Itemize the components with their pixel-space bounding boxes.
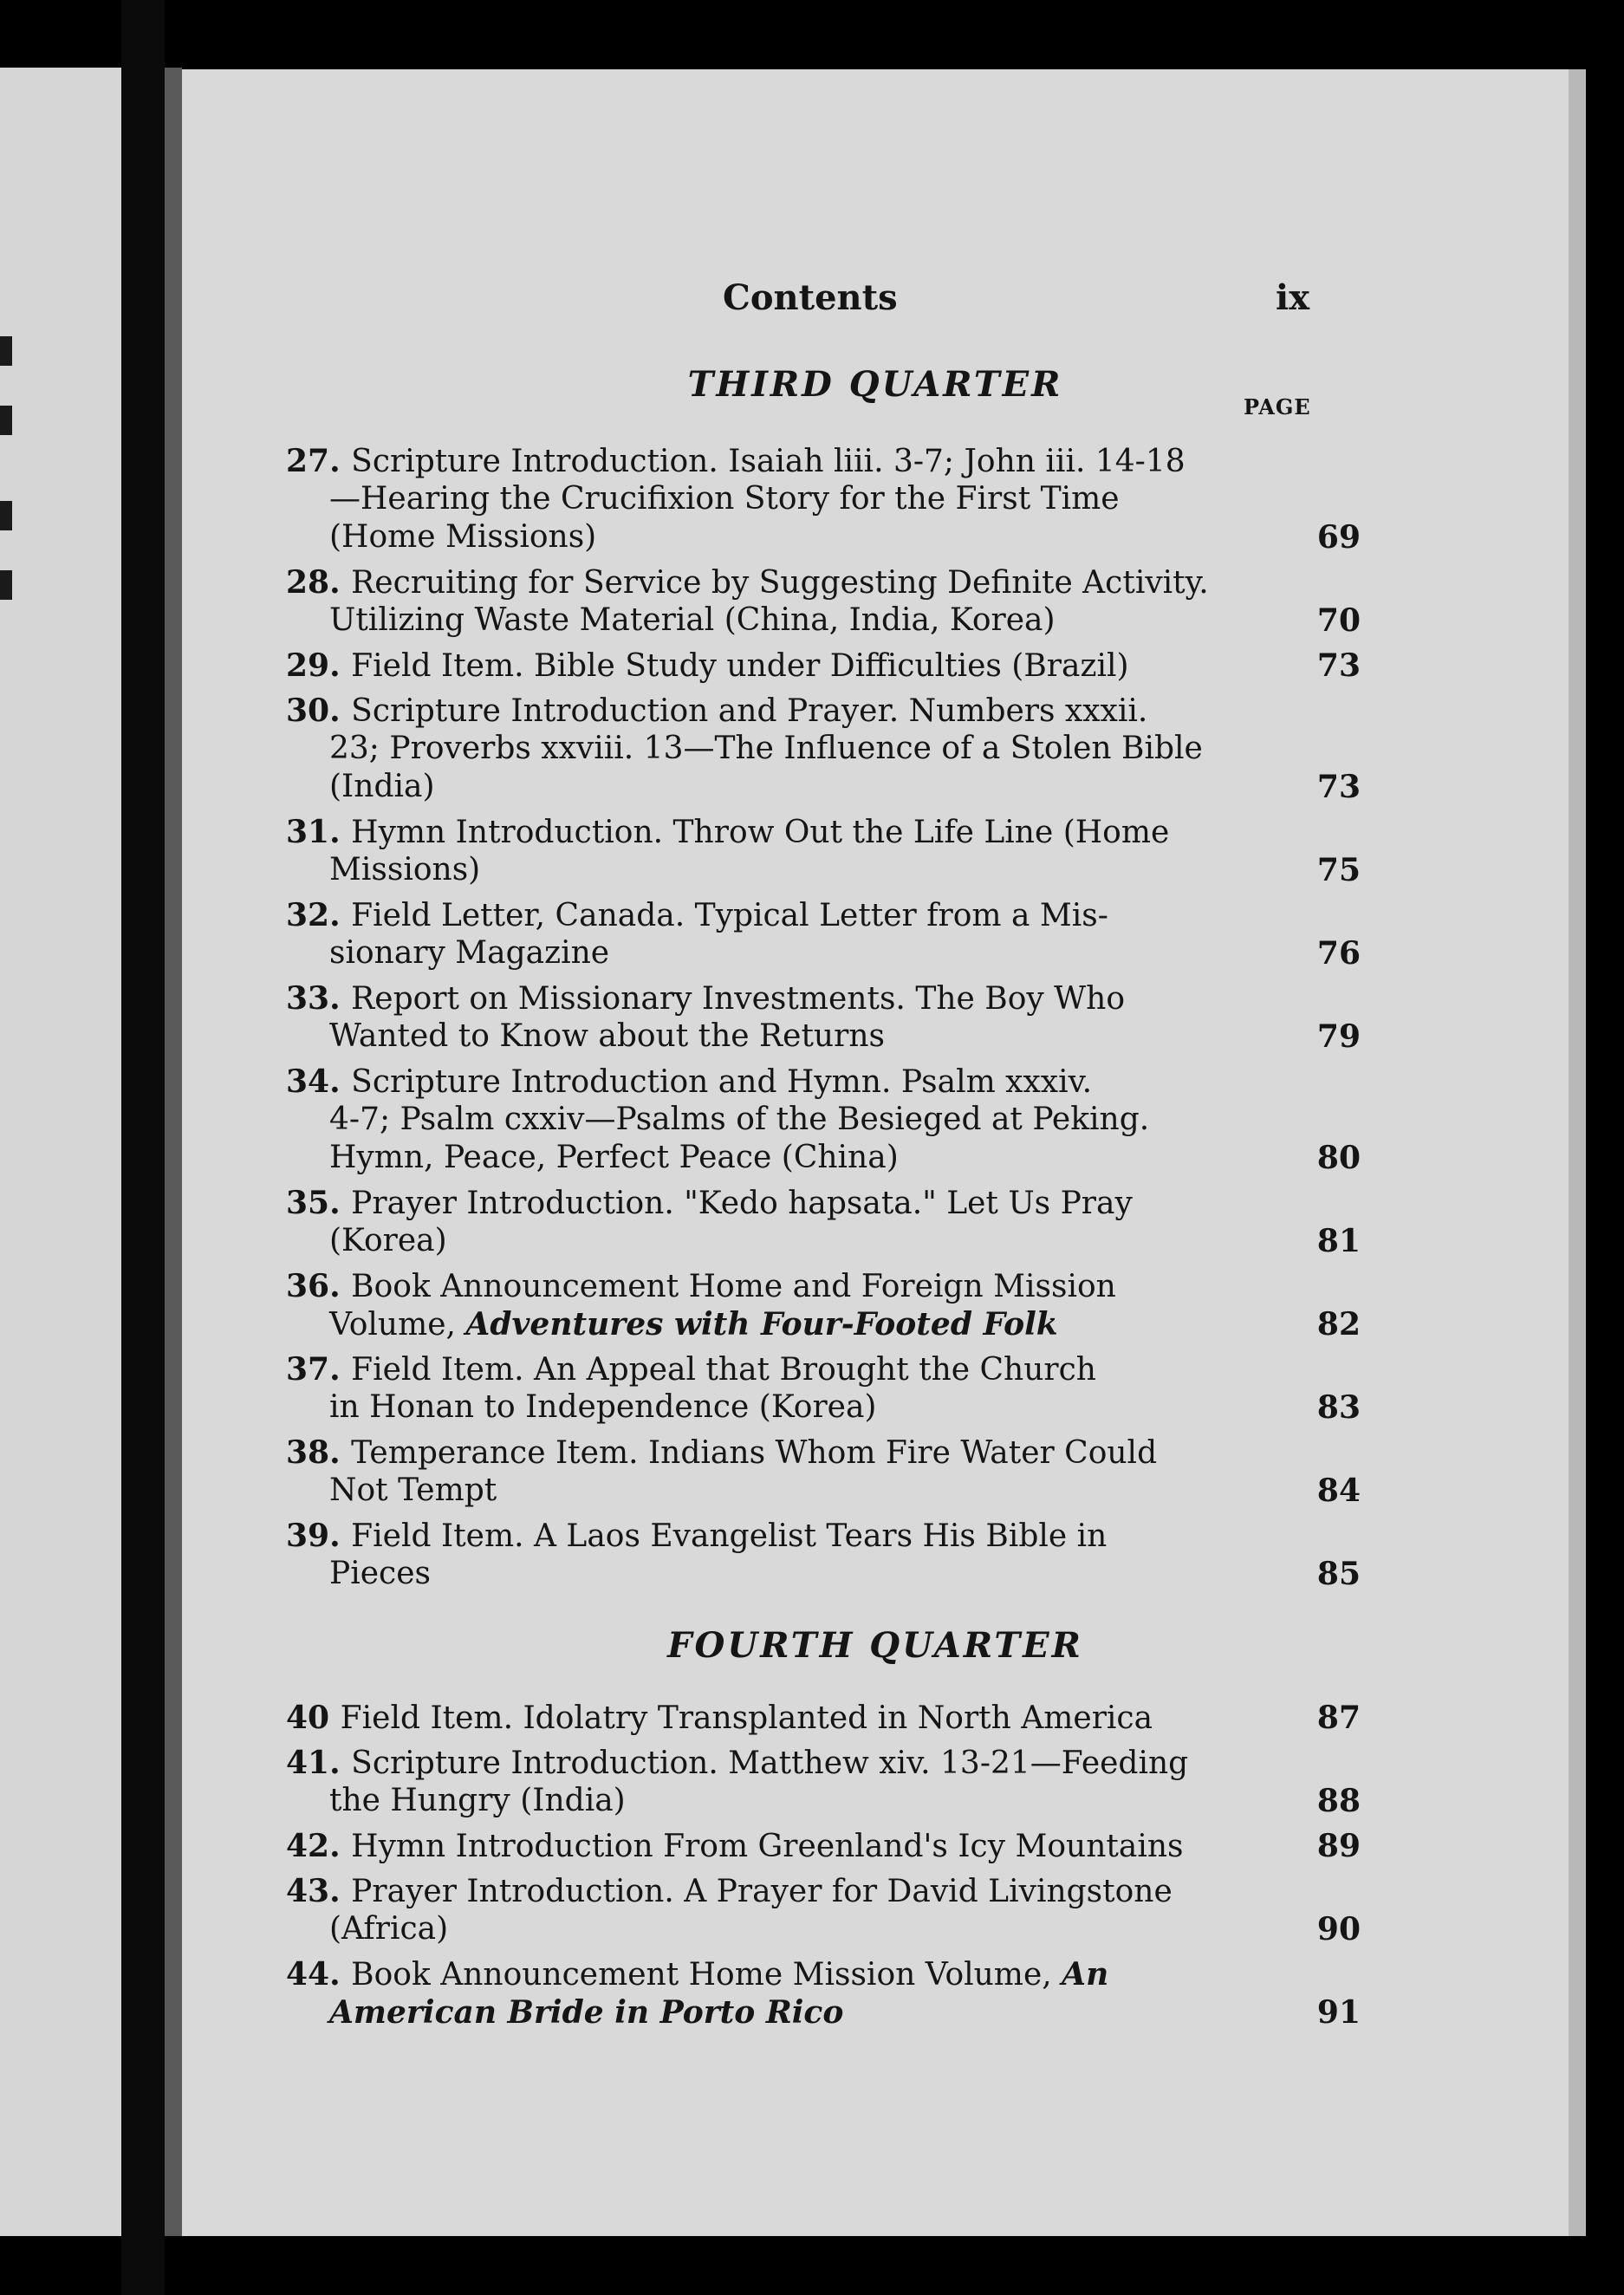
- toc-entry-text: [286, 896, 1108, 935]
- page-number: ix: [1276, 277, 1310, 318]
- toc-entry-line: [286, 896, 1361, 934]
- toc-entry-text: [286, 813, 1169, 852]
- page-reference: 82: [1316, 1306, 1361, 1343]
- toc-entry-line: [286, 601, 1361, 640]
- fourth-quarter-list: [286, 1699, 1361, 2038]
- contents-page: [182, 69, 1569, 2236]
- facing-page-text-fragment: [0, 406, 12, 435]
- entry-title-text: Field Item. A Laos Evangelist Tears His Bible in: [351, 1518, 1108, 1554]
- entry-title-text: Field Item. Idolatry Transplanted in North America: [340, 1700, 1153, 1736]
- entry-title-text: Prayer Introduction. A Prayer for David Livingstone: [351, 1874, 1173, 1909]
- book-title: An: [1062, 1956, 1109, 1993]
- toc-entry-text: [286, 1699, 1153, 1738]
- toc-entry-line: [286, 1267, 1361, 1305]
- toc-entry-text: [329, 1101, 1149, 1139]
- entry-title-text: Pieces: [329, 1556, 431, 1591]
- toc-entry: [286, 692, 1361, 806]
- entry-number: 35.: [286, 1185, 352, 1221]
- entry-title-text: Field Letter, Canada. Typical Letter from a Mis-: [351, 898, 1108, 933]
- entry-title-text: Scripture Introduction. Isaiah liii. 3-7; John iii. 14-18: [351, 444, 1186, 479]
- entry-number: 33.: [286, 980, 352, 1017]
- entry-title-text: (Home Missions): [329, 519, 597, 555]
- page-reference: 75: [1316, 852, 1361, 888]
- toc-entry-text: [329, 1305, 1058, 1344]
- toc-entry-text: [329, 730, 1203, 768]
- entry-title-text: Volume,: [329, 1307, 466, 1343]
- toc-entry: [286, 1699, 1361, 1737]
- toc-entry-text: [286, 442, 1186, 481]
- toc-entry-line: [286, 1955, 1361, 1993]
- entry-title-text: in Honan to Independence (Korea): [329, 1389, 877, 1425]
- running-header: [182, 277, 1569, 338]
- toc-entry-text: [329, 1139, 899, 1177]
- toc-entry: [286, 1517, 1361, 1593]
- entry-title-text: Wanted to Know about the Returns: [329, 1018, 885, 1054]
- entry-title-text: Field Item. Bible Study under Difficulties (Brazil): [351, 648, 1129, 684]
- entry-number: 36.: [286, 1268, 352, 1304]
- entry-title-text: Missions): [329, 852, 481, 887]
- entry-number: 40: [286, 1700, 341, 1736]
- page-reference: 73: [1316, 769, 1361, 805]
- toc-entry-text: [286, 1517, 1107, 1556]
- toc-entry-text: [329, 851, 480, 889]
- toc-entry-text: [286, 1744, 1188, 1783]
- entry-number: 38.: [286, 1434, 352, 1471]
- page-reference: 79: [1316, 1018, 1361, 1055]
- page-shadow: [165, 68, 182, 2236]
- toc-entry-text: [286, 1827, 1184, 1866]
- book-title: Adventures with Four-Footed Folk: [465, 1306, 1058, 1343]
- toc-entry-line: [286, 1017, 1361, 1056]
- toc-entry-text: [286, 1063, 1092, 1102]
- entry-title-text: Scripture Introduction and Hymn. Psalm xxxiv.: [351, 1064, 1093, 1100]
- entry-title-text: 4-7; Psalm cxxiv—Psalms of the Besieged at Peking.: [329, 1102, 1150, 1137]
- toc-entry-line: [286, 1222, 1361, 1260]
- toc-entry-line: [286, 934, 1361, 972]
- toc-entry: [286, 1063, 1361, 1177]
- fourth-quarter-heading: FOURTH QUARTER: [667, 1625, 1083, 1666]
- entry-title-text: Book Announcement Home and Foreign Mission: [351, 1269, 1116, 1304]
- page-edge: [1569, 69, 1586, 2236]
- entry-title-text: Report on Missionary Investments. The Boy Who: [351, 981, 1126, 1017]
- toc-entry-text: [329, 480, 1120, 518]
- toc-entry-line: [286, 442, 1361, 480]
- entry-title-text: (Korea): [329, 1223, 447, 1258]
- toc-entry-line: [286, 1350, 1361, 1388]
- toc-entry-line: [286, 730, 1361, 768]
- entry-title-text: —Hearing the Crucifixion Story for the First Time: [329, 481, 1120, 517]
- entry-title-text: Not Tempt: [329, 1473, 497, 1508]
- toc-entry-line: [286, 1101, 1361, 1139]
- entry-title-text: Hymn Introduction. Throw Out the Life Line (Home: [351, 815, 1170, 850]
- toc-entry-text: [286, 647, 1129, 686]
- toc-entry-text: [329, 1555, 431, 1593]
- toc-entry-line: [286, 1699, 1361, 1737]
- entry-title-text: the Hungry (India): [329, 1783, 626, 1818]
- toc-entry-line: [286, 1305, 1361, 1343]
- toc-entry-line: [286, 1555, 1361, 1593]
- toc-entry-text: [286, 1184, 1133, 1223]
- facing-page-text-fragment: [0, 501, 12, 530]
- toc-entry-text: [286, 563, 1209, 602]
- toc-entry-text: [286, 1267, 1116, 1306]
- entry-title-text: Hymn, Peace, Perfect Peace (China): [329, 1140, 899, 1175]
- page-reference: 81: [1316, 1223, 1361, 1259]
- entry-number: 32.: [286, 897, 352, 933]
- toc-entry-line: [286, 1910, 1361, 1948]
- toc-entry-text: [329, 601, 1056, 640]
- toc-entry-line: [286, 1184, 1361, 1222]
- toc-entry-line: [286, 768, 1361, 806]
- toc-entry: [286, 979, 1361, 1056]
- toc-entry: [286, 813, 1361, 889]
- facing-page-text-fragment: [0, 336, 12, 366]
- third-quarter-heading: THIRD QUARTER: [687, 364, 1063, 405]
- entry-title-text: Prayer Introduction. "Kedo hapsata." Let Us Pray: [351, 1186, 1133, 1221]
- page-reference: 73: [1316, 647, 1361, 684]
- facing-page-text-fragment: [0, 570, 12, 600]
- toc-entry: [286, 1872, 1361, 1948]
- toc-entry-text: [286, 1955, 1108, 1994]
- page-reference: 89: [1316, 1828, 1361, 1864]
- entry-number: 27.: [286, 443, 352, 479]
- toc-entry: [286, 647, 1361, 685]
- page-reference: 76: [1316, 935, 1361, 972]
- toc-entry: [286, 896, 1361, 972]
- toc-entry-line: [286, 979, 1361, 1017]
- page-reference: 85: [1316, 1556, 1361, 1592]
- page-reference: 84: [1316, 1473, 1361, 1509]
- toc-entry: [286, 563, 1361, 640]
- entry-title-text: sionary Magazine: [329, 935, 610, 971]
- page-reference: 70: [1316, 602, 1361, 639]
- toc-entry-line: [286, 1744, 1361, 1782]
- toc-entry: [286, 442, 1361, 556]
- entry-title-text: Scripture Introduction. Matthew xiv. 13-21—Feeding: [351, 1746, 1189, 1781]
- toc-entry-line: [286, 1434, 1361, 1472]
- entry-title-text: Hymn Introduction From Greenland's Icy Mountains: [351, 1829, 1184, 1864]
- entry-number: 42.: [286, 1828, 352, 1864]
- toc-entry-text: [329, 1910, 448, 1948]
- toc-entry-text: [329, 934, 609, 972]
- toc-entry-line: [286, 1063, 1361, 1101]
- entry-number: 44.: [286, 1956, 352, 1993]
- entry-title-text: Temperance Item. Indians Whom Fire Water Could: [351, 1435, 1158, 1471]
- entry-number: 43.: [286, 1873, 352, 1909]
- entry-title-text: 23; Proverbs xxviii. 13—The Influence of a Stolen Bible: [329, 731, 1203, 766]
- page-reference: 83: [1316, 1389, 1361, 1426]
- toc-entry-text: [286, 1350, 1096, 1389]
- entry-number: 37.: [286, 1351, 352, 1388]
- book-gutter: [121, 0, 165, 2295]
- toc-entry-line: [286, 563, 1361, 601]
- third-quarter-list: [286, 442, 1361, 1600]
- toc-entry-text: [286, 979, 1125, 1018]
- entry-title-text: Utilizing Waste Material (China, India, Korea): [329, 602, 1056, 638]
- entry-number: 30.: [286, 692, 352, 729]
- entry-number: 29.: [286, 647, 352, 684]
- toc-entry-line: [286, 851, 1361, 889]
- toc-entry-line: [286, 1388, 1361, 1427]
- page-reference: 69: [1316, 519, 1361, 556]
- toc-entry-text: [329, 518, 596, 556]
- toc-entry-text: [329, 1017, 885, 1056]
- toc-entry-text: [329, 768, 435, 806]
- page-column-label: PAGE: [1244, 394, 1311, 419]
- entry-number: 39.: [286, 1518, 352, 1554]
- toc-entry-line: [286, 1827, 1361, 1865]
- entry-title-text: Scripture Introduction and Prayer. Numbers xxxii.: [351, 693, 1148, 729]
- entry-title-text: (Africa): [329, 1911, 449, 1947]
- toc-entry-line: [286, 1782, 1361, 1820]
- entry-number: 28.: [286, 564, 352, 601]
- toc-entry-line: [286, 1472, 1361, 1510]
- page-reference: 91: [1316, 1994, 1361, 2031]
- toc-entry: [286, 1184, 1361, 1260]
- toc-entry-text: [286, 1872, 1173, 1911]
- entry-number: 31.: [286, 814, 352, 850]
- toc-entry-line: [286, 692, 1361, 730]
- entry-title-text: (India): [329, 769, 435, 804]
- entry-title-text: Book Announcement Home Mission Volume,: [351, 1957, 1062, 1993]
- page-title: Contents: [723, 277, 898, 318]
- toc-entry: [286, 1350, 1361, 1427]
- toc-entry: [286, 1744, 1361, 1820]
- toc-entry: [286, 1434, 1361, 1510]
- facing-page-edge: [0, 68, 121, 2236]
- entry-number: 34.: [286, 1063, 352, 1100]
- page-reference: 90: [1316, 1911, 1361, 1947]
- toc-entry-text: [286, 692, 1147, 731]
- toc-entry-text: [329, 1782, 626, 1820]
- toc-entry: [286, 1827, 1361, 1865]
- toc-entry: [286, 1955, 1361, 2032]
- toc-entry: [286, 1267, 1361, 1343]
- toc-entry-text: [329, 1222, 447, 1260]
- page-reference: 88: [1316, 1783, 1361, 1819]
- toc-entry-line: [286, 813, 1361, 851]
- toc-entry-line: [286, 480, 1361, 518]
- toc-entry-line: [286, 1993, 1361, 2032]
- entry-title-text: Field Item. An Appeal that Brought the Church: [351, 1352, 1096, 1388]
- toc-entry-line: [286, 518, 1361, 556]
- toc-entry-text: [286, 1434, 1157, 1473]
- toc-entry-text: [329, 1388, 876, 1427]
- toc-entry-line: [286, 1517, 1361, 1555]
- toc-entry-line: [286, 1139, 1361, 1177]
- toc-entry-line: [286, 647, 1361, 685]
- page-reference: 80: [1316, 1140, 1361, 1176]
- entry-number: 41.: [286, 1745, 352, 1781]
- toc-entry-text: [329, 1472, 497, 1510]
- entry-title-text: Recruiting for Service by Suggesting Definite Activity.: [351, 565, 1209, 601]
- book-title: American Bride in Porto Rico: [329, 1994, 844, 2031]
- page-reference: 87: [1316, 1700, 1361, 1736]
- toc-entry-line: [286, 1872, 1361, 1910]
